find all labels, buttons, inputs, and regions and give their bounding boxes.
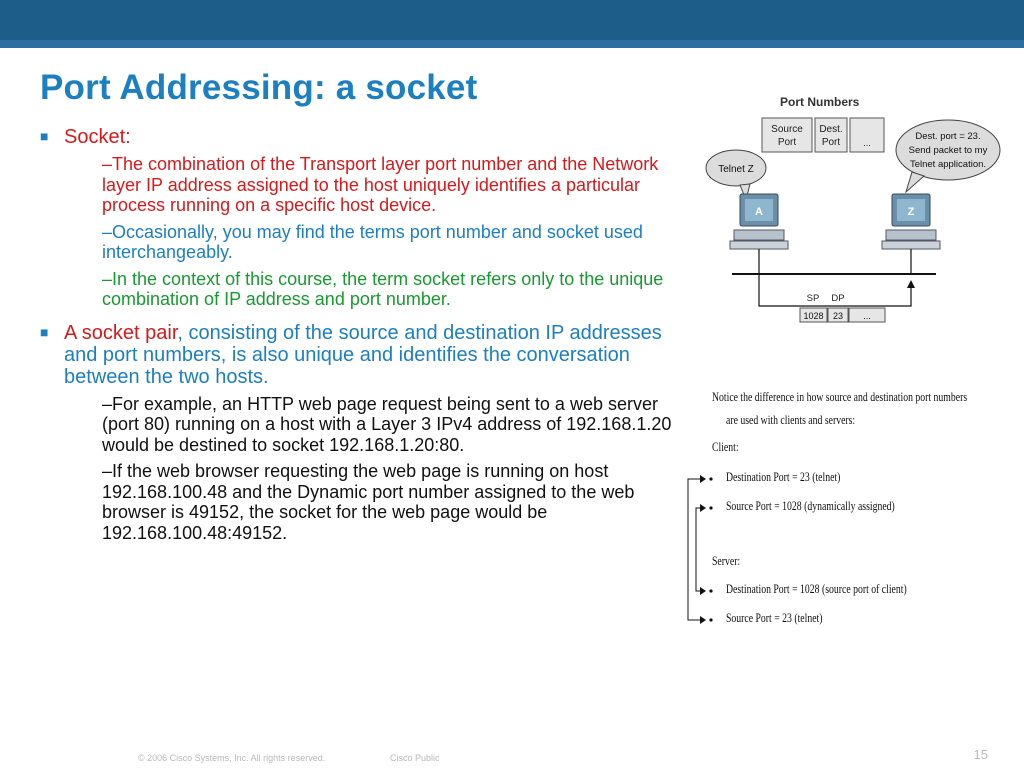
sub-bullet-definition: –The combination of the Transport layer port number and the Network layer IP address assigned to the host uniquely identifies a particular process running on a specific host device. <box>102 154 659 215</box>
arrow-client-src-icon <box>700 504 706 512</box>
notes-intro-line1: Notice the difference in how source and destination port numbers <box>712 390 968 404</box>
footer-classification: Cisco Public <box>390 753 440 763</box>
notes-client-src: Source Port = 1028 (dynamically assigned) <box>726 499 895 513</box>
notes-client-label: Client: <box>712 440 739 454</box>
sp-label: SP <box>806 293 820 304</box>
bullet-dot-icon <box>709 506 712 509</box>
notes-server-dest: Destination Port = 1028 (source port of client) <box>726 582 907 596</box>
header-dest-port-line1: Dest. <box>819 124 843 135</box>
telnet-bubble-left-text: Telnet Z <box>718 164 754 175</box>
top-banner <box>0 0 1024 48</box>
notes-intro-line2: are used with clients and servers: <box>726 413 856 427</box>
bullet-dot-icon <box>709 477 712 480</box>
bubble-right-line2: Send packet to my <box>908 145 988 156</box>
arrow-server-src-icon <box>700 616 706 624</box>
socket-pair-term: A socket pair <box>64 321 178 344</box>
page-number: 15 <box>973 747 988 762</box>
bullet-socket-pair <box>40 322 690 388</box>
notes-server-src: Source Port = 23 (telnet) <box>726 611 823 625</box>
slide-title: Port Addressing: a socket <box>40 68 478 107</box>
header-source-port-line2: Port <box>777 137 797 148</box>
header-dest-port-line2: Port <box>821 137 841 148</box>
sub-bullet-browser-example: –If the web browser requesting the web page is running on host 192.168.100.48 and the Dynamic port number assigned to the web browser is 49152, the socket for the web page would be 192.168.100.48:49152. <box>102 461 635 543</box>
notes-client-dest: Destination Port = 23 (telnet) <box>726 470 841 484</box>
segment-more-text: ... <box>863 311 871 321</box>
arrow-client-dest-icon <box>700 475 706 483</box>
notes-server-label: Server: <box>712 554 741 568</box>
server-bracket <box>696 508 704 591</box>
host-z-label: Z <box>907 206 915 218</box>
socket-pair-description: , consisting of the source and destination IP addresses and port numbers, is also unique and identifies the conversation between the two hosts. <box>64 321 662 388</box>
segment-dp-value: 23 <box>832 311 844 321</box>
bullet-dot-icon <box>709 618 712 621</box>
dest-port-bubble-right-tail <box>906 172 924 192</box>
bullet-socket-label: Socket: <box>64 126 131 148</box>
top-banner-stripe <box>0 40 1024 48</box>
sub-bullet-interchangeable: –Occasionally, you may find the terms port number and socket used interchangeably. <box>102 221 643 262</box>
slide-content <box>40 126 690 549</box>
host-a-computer-icon <box>730 194 788 249</box>
diagram-title: Port Numbers <box>780 95 860 109</box>
packet-flow-arrowhead-icon <box>907 280 915 288</box>
port-numbers-diagram <box>700 88 1010 328</box>
bubble-right-line1: Dest. port = 23. <box>915 131 981 142</box>
bullet-dot-icon <box>709 589 712 592</box>
host-z-computer-icon <box>882 194 940 249</box>
bullet-square-icon: ■ <box>40 323 49 340</box>
bubble-right-line3: Telnet application. <box>909 159 987 170</box>
sub-bullet-http-example: –For example, an HTTP web page request being sent to a web server (port 80) running on a host with a Layer 3 IPv4 address of 192.168.1.20 would be destined to socket 192.168.1.20:80. <box>102 393 672 455</box>
footer-copyright: © 2006 Cisco Systems, Inc. All rights reserved. <box>138 753 326 763</box>
port-usage-notes <box>686 384 1016 630</box>
header-source-port-line1: Source <box>771 124 803 135</box>
sub-bullet-course-context: –In the context of this course, the term socket refers only to the unique combination of IP address and port number. <box>102 268 664 309</box>
bullet-socket <box>40 126 690 148</box>
arrow-server-dest-icon <box>700 587 706 595</box>
bullet-square-icon: ■ <box>40 128 49 144</box>
dp-label: DP <box>831 293 845 304</box>
header-more-text: ... <box>863 138 871 148</box>
host-a-label: A <box>755 206 763 218</box>
segment-sp-value: 1028 <box>803 311 824 321</box>
